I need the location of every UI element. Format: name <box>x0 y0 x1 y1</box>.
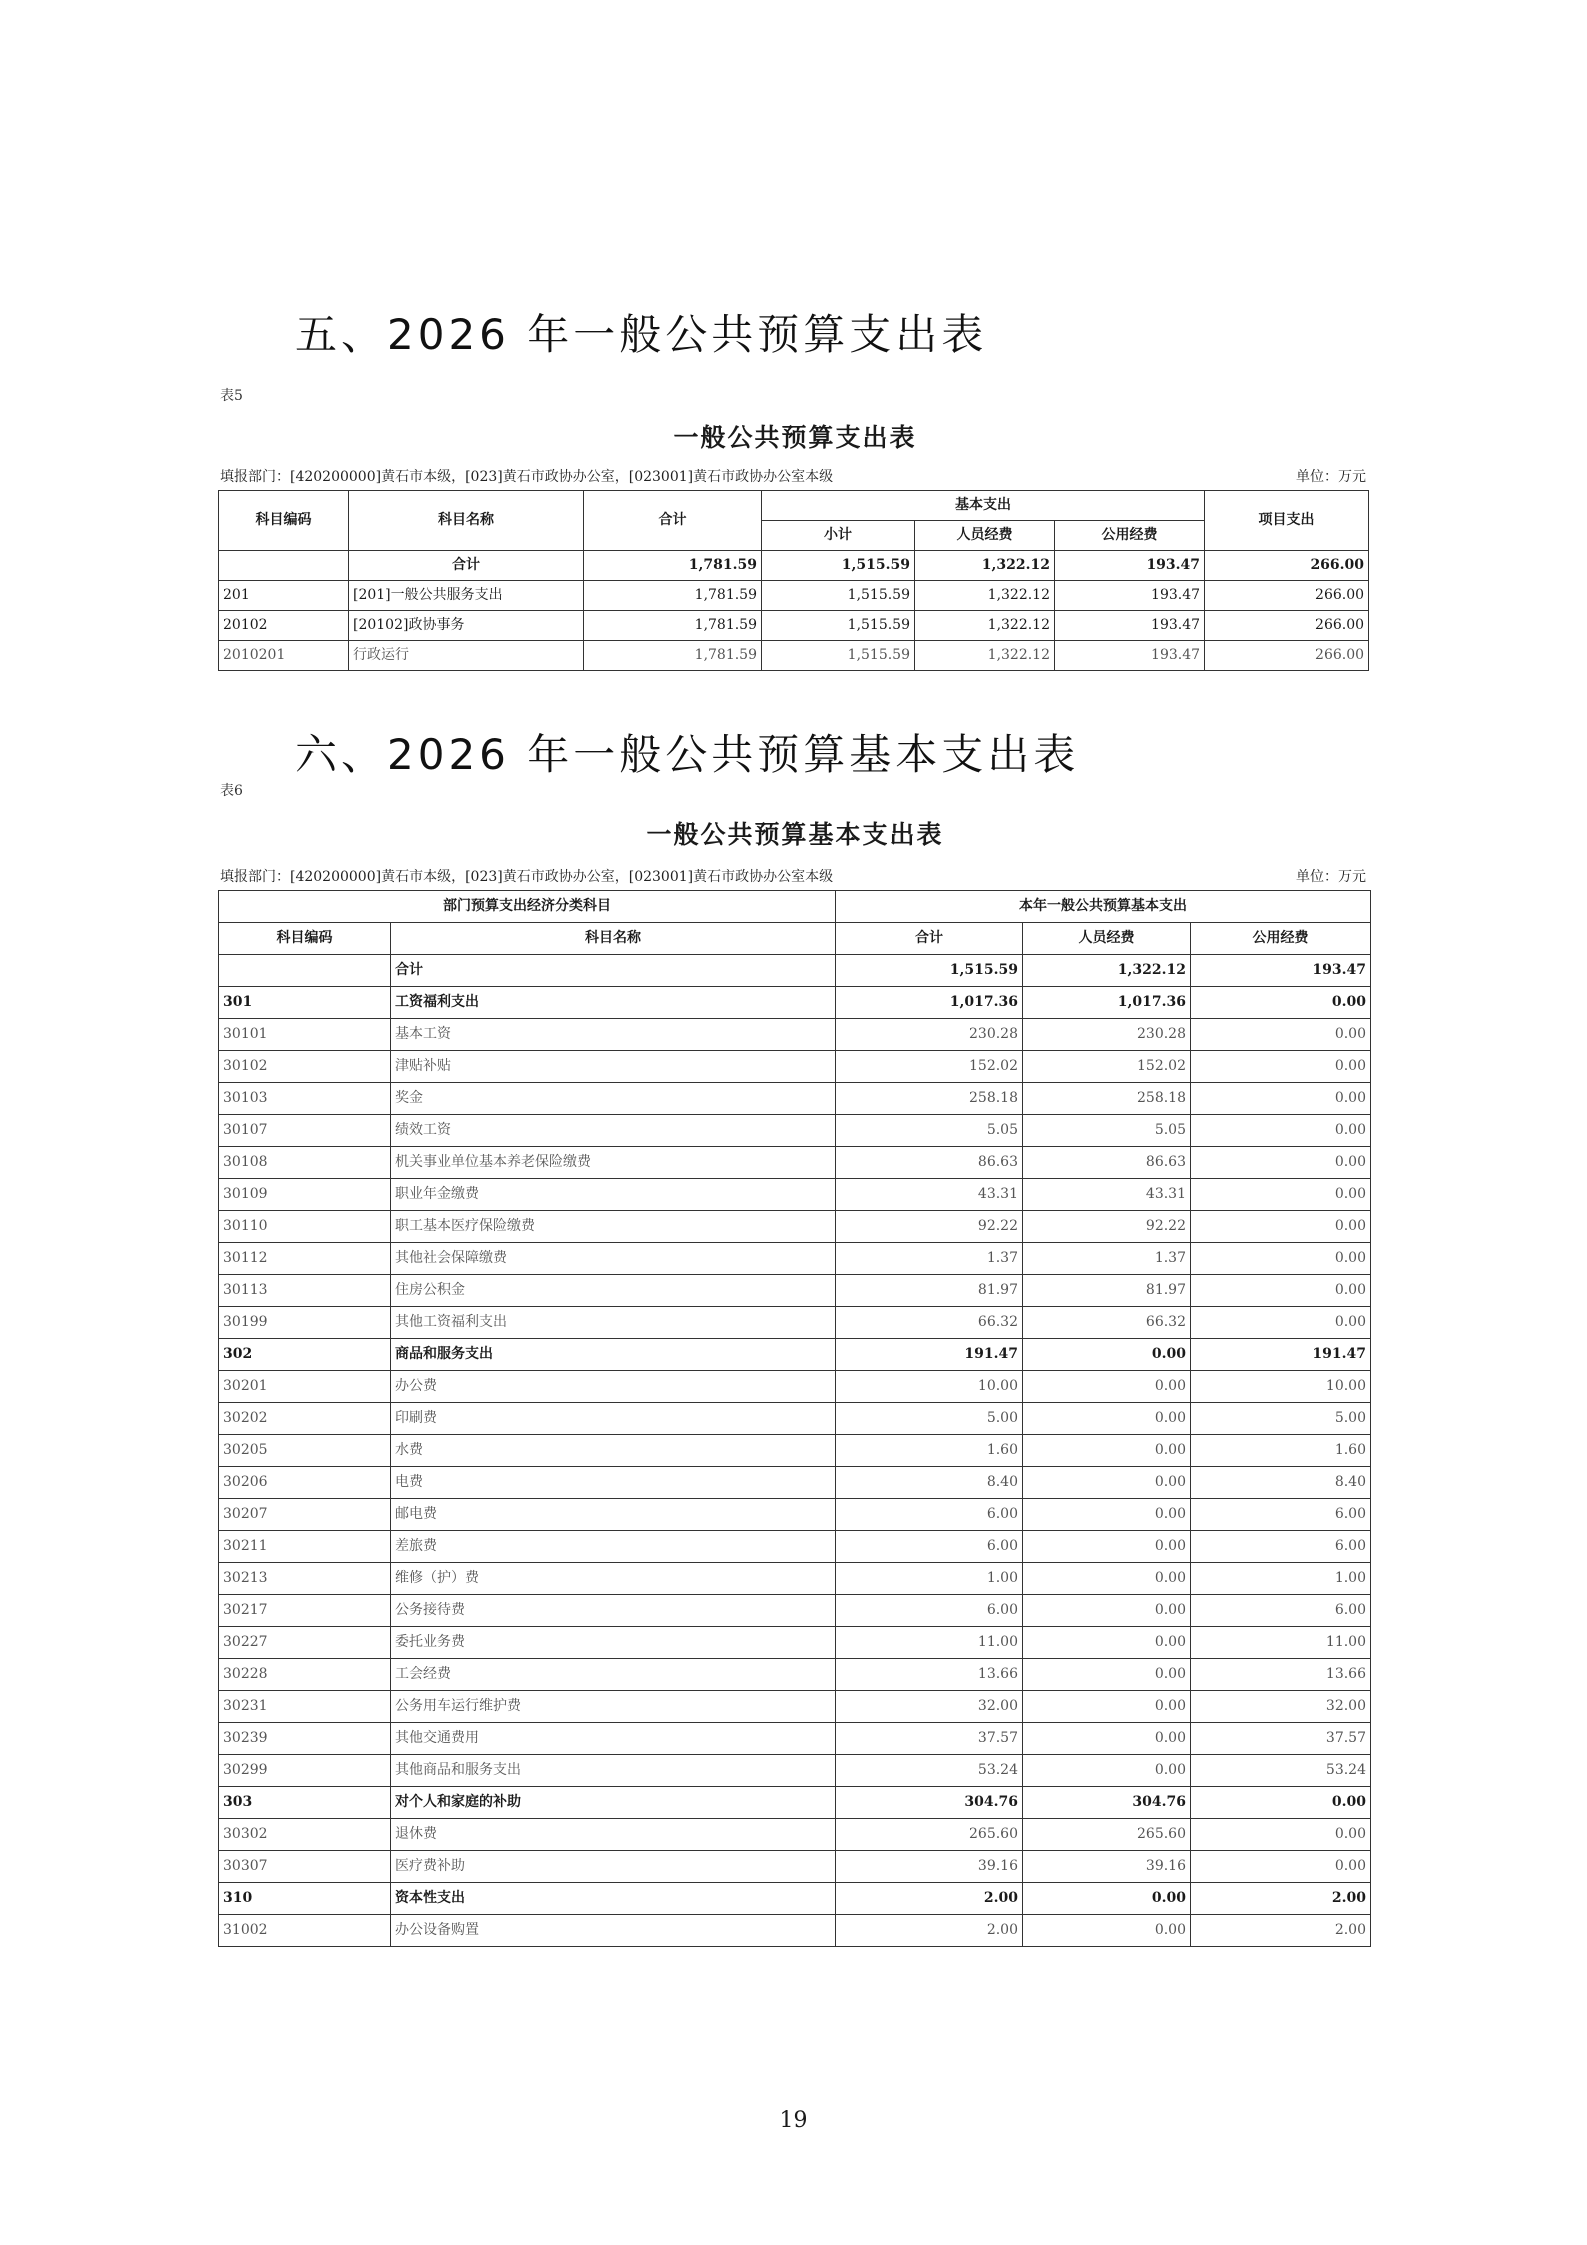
cell-total: 191.47 <box>836 1339 1023 1371</box>
table-row <box>219 1339 1371 1371</box>
table5-header-basic: 基本支出 <box>762 491 1205 521</box>
cell-code <box>219 551 349 581</box>
cell-subtotal: 1,515.59 <box>762 551 915 581</box>
table5-fill-dept: 填报部门：[420200000]黄石市本级，[023]黄石市政协办公室，[023001]黄石市政协办公室本级 <box>220 469 834 485</box>
table-row <box>219 1531 1371 1563</box>
cell-public: 1.00 <box>1191 1563 1371 1595</box>
cell-name: 奖金 <box>391 1083 836 1115</box>
cell-personnel: 5.05 <box>1023 1115 1191 1147</box>
table5 <box>218 490 1369 671</box>
table5-header-personnel: 人员经费 <box>915 521 1055 551</box>
cell-project: 266.00 <box>1205 611 1369 641</box>
cell-total: 1,781.59 <box>584 611 762 641</box>
cell-code: 30113 <box>219 1275 391 1307</box>
cell-name: 其他商品和服务支出 <box>391 1755 836 1787</box>
cell-code <box>219 955 391 987</box>
cell-personnel: 0.00 <box>1023 1563 1191 1595</box>
table-row <box>219 1595 1371 1627</box>
cell-personnel: 0.00 <box>1023 1339 1191 1371</box>
cell-public: 193.47 <box>1191 955 1371 987</box>
cell-public: 11.00 <box>1191 1627 1371 1659</box>
cell-public: 191.47 <box>1191 1339 1371 1371</box>
cell-personnel: 1,322.12 <box>1023 955 1191 987</box>
cell-total: 8.40 <box>836 1467 1023 1499</box>
cell-public: 37.57 <box>1191 1723 1371 1755</box>
cell-personnel: 0.00 <box>1023 1371 1191 1403</box>
cell-personnel: 39.16 <box>1023 1851 1191 1883</box>
cell-personnel: 1.37 <box>1023 1243 1191 1275</box>
cell-code: 30103 <box>219 1083 391 1115</box>
cell-total: 5.05 <box>836 1115 1023 1147</box>
cell-total: 92.22 <box>836 1211 1023 1243</box>
cell-code: 30228 <box>219 1659 391 1691</box>
table5-header-project: 项目支出 <box>1205 491 1369 551</box>
cell-personnel: 0.00 <box>1023 1595 1191 1627</box>
table6-fill-dept: 填报部门：[420200000]黄石市本级，[023]黄石市政协办公室，[023001]黄石市政协办公室本级 <box>220 869 834 885</box>
cell-public: 193.47 <box>1055 581 1205 611</box>
cell-public: 5.00 <box>1191 1403 1371 1435</box>
cell-code: 30302 <box>219 1819 391 1851</box>
cell-name: 退休费 <box>391 1819 836 1851</box>
cell-personnel: 152.02 <box>1023 1051 1191 1083</box>
cell-total: 152.02 <box>836 1051 1023 1083</box>
cell-name: 机关事业单位基本养老保险缴费 <box>391 1147 836 1179</box>
table-row <box>219 987 1371 1019</box>
cell-public: 0.00 <box>1191 1819 1371 1851</box>
cell-code: 30205 <box>219 1435 391 1467</box>
cell-total: 1.60 <box>836 1435 1023 1467</box>
table6-header-name: 科目名称 <box>391 923 836 955</box>
cell-personnel: 0.00 <box>1023 1723 1191 1755</box>
cell-code: 30101 <box>219 1019 391 1051</box>
cell-personnel: 0.00 <box>1023 1403 1191 1435</box>
cell-name: 差旅费 <box>391 1531 836 1563</box>
cell-total: 43.31 <box>836 1179 1023 1211</box>
cell-name: 基本工资 <box>391 1019 836 1051</box>
table-row <box>219 1851 1371 1883</box>
table-row <box>219 1787 1371 1819</box>
table-row <box>219 1499 1371 1531</box>
cell-name: 绩效工资 <box>391 1115 836 1147</box>
cell-personnel: 0.00 <box>1023 1755 1191 1787</box>
table-row <box>219 1691 1371 1723</box>
cell-code: 30206 <box>219 1467 391 1499</box>
cell-name: 行政运行 <box>349 641 584 671</box>
section6-heading: 六、2026 年一般公共预算基本支出表 <box>295 730 1080 779</box>
cell-public: 8.40 <box>1191 1467 1371 1499</box>
cell-public: 0.00 <box>1191 1051 1371 1083</box>
table-row <box>219 1243 1371 1275</box>
cell-public: 0.00 <box>1191 1307 1371 1339</box>
cell-total: 2.00 <box>836 1915 1023 1947</box>
cell-personnel: 0.00 <box>1023 1627 1191 1659</box>
cell-public: 0.00 <box>1191 1083 1371 1115</box>
table5-header-subtotal: 小计 <box>762 521 915 551</box>
cell-code: 201 <box>219 581 349 611</box>
cell-code: 30202 <box>219 1403 391 1435</box>
cell-total: 1,781.59 <box>584 551 762 581</box>
cell-name: 其他社会保障缴费 <box>391 1243 836 1275</box>
cell-personnel: 0.00 <box>1023 1499 1191 1531</box>
cell-personnel: 0.00 <box>1023 1659 1191 1691</box>
cell-personnel: 1,322.12 <box>915 581 1055 611</box>
cell-name: 公务用车运行维护费 <box>391 1691 836 1723</box>
cell-total: 6.00 <box>836 1531 1023 1563</box>
cell-public: 2.00 <box>1191 1915 1371 1947</box>
cell-total: 86.63 <box>836 1147 1023 1179</box>
cell-personnel: 1,017.36 <box>1023 987 1191 1019</box>
cell-public: 0.00 <box>1191 1243 1371 1275</box>
cell-personnel: 258.18 <box>1023 1083 1191 1115</box>
cell-total: 230.28 <box>836 1019 1023 1051</box>
cell-personnel: 0.00 <box>1023 1691 1191 1723</box>
cell-public: 193.47 <box>1055 551 1205 581</box>
table-row <box>219 1627 1371 1659</box>
cell-code: 2010201 <box>219 641 349 671</box>
cell-personnel: 1,322.12 <box>915 551 1055 581</box>
cell-name: 邮电费 <box>391 1499 836 1531</box>
cell-public: 193.47 <box>1055 611 1205 641</box>
cell-name: 其他交通费用 <box>391 1723 836 1755</box>
cell-total: 32.00 <box>836 1691 1023 1723</box>
table-row <box>219 581 1369 611</box>
cell-name: 维修（护）费 <box>391 1563 836 1595</box>
cell-code: 30112 <box>219 1243 391 1275</box>
table-row <box>219 1019 1371 1051</box>
table-row <box>219 1083 1371 1115</box>
cell-code: 30207 <box>219 1499 391 1531</box>
cell-personnel: 304.76 <box>1023 1787 1191 1819</box>
cell-name: 工会经费 <box>391 1659 836 1691</box>
table-row <box>219 551 1369 581</box>
table-row <box>219 1051 1371 1083</box>
cell-total: 81.97 <box>836 1275 1023 1307</box>
cell-code: 30307 <box>219 1851 391 1883</box>
cell-public: 0.00 <box>1191 1275 1371 1307</box>
table6-header-public: 公用经费 <box>1191 923 1371 955</box>
cell-total: 2.00 <box>836 1883 1023 1915</box>
cell-public: 0.00 <box>1191 1211 1371 1243</box>
cell-name: 合计 <box>349 551 584 581</box>
cell-name: 职工基本医疗保险缴费 <box>391 1211 836 1243</box>
cell-code: 30211 <box>219 1531 391 1563</box>
cell-public: 0.00 <box>1191 1147 1371 1179</box>
table6-header-group-left: 部门预算支出经济分类科目 <box>219 891 836 923</box>
table5-unit: 单位：万元 <box>1296 469 1366 485</box>
cell-name: 商品和服务支出 <box>391 1339 836 1371</box>
cell-code: 301 <box>219 987 391 1019</box>
table-row <box>219 1723 1371 1755</box>
cell-code: 303 <box>219 1787 391 1819</box>
table6-body <box>219 955 1371 1947</box>
table-row <box>219 1819 1371 1851</box>
section5-heading: 五、2026 年一般公共预算支出表 <box>295 310 988 359</box>
cell-total: 258.18 <box>836 1083 1023 1115</box>
cell-name: 其他工资福利支出 <box>391 1307 836 1339</box>
cell-name: 合计 <box>391 955 836 987</box>
cell-total: 1,515.59 <box>836 955 1023 987</box>
table5-header-code: 科目编码 <box>219 491 349 551</box>
cell-public: 0.00 <box>1191 1851 1371 1883</box>
table-row <box>219 1915 1371 1947</box>
cell-code: 30107 <box>219 1115 391 1147</box>
cell-name: 住房公积金 <box>391 1275 836 1307</box>
cell-name: 资本性支出 <box>391 1883 836 1915</box>
cell-code: 30108 <box>219 1147 391 1179</box>
cell-subtotal: 1,515.59 <box>762 641 915 671</box>
table-row <box>219 611 1369 641</box>
cell-name: 职业年金缴费 <box>391 1179 836 1211</box>
table-row <box>219 1371 1371 1403</box>
cell-public: 13.66 <box>1191 1659 1371 1691</box>
cell-public: 53.24 <box>1191 1755 1371 1787</box>
cell-total: 1,781.59 <box>584 641 762 671</box>
cell-code: 30299 <box>219 1755 391 1787</box>
cell-personnel: 0.00 <box>1023 1467 1191 1499</box>
cell-project: 266.00 <box>1205 551 1369 581</box>
cell-name: 水费 <box>391 1435 836 1467</box>
cell-total: 37.57 <box>836 1723 1023 1755</box>
cell-name: 公务接待费 <box>391 1595 836 1627</box>
cell-public: 6.00 <box>1191 1531 1371 1563</box>
table5-header-name: 科目名称 <box>349 491 584 551</box>
cell-name: 津贴补贴 <box>391 1051 836 1083</box>
cell-code: 30213 <box>219 1563 391 1595</box>
table5-header-public: 公用经费 <box>1055 521 1205 551</box>
cell-public: 6.00 <box>1191 1499 1371 1531</box>
table-row <box>219 1147 1371 1179</box>
cell-public: 0.00 <box>1191 1787 1371 1819</box>
cell-personnel: 81.97 <box>1023 1275 1191 1307</box>
cell-personnel: 265.60 <box>1023 1819 1191 1851</box>
cell-total: 13.66 <box>836 1659 1023 1691</box>
cell-personnel: 1,322.12 <box>915 641 1055 671</box>
table6-number: 表6 <box>220 783 243 799</box>
table6-title: 一般公共预算基本支出表 <box>646 820 944 849</box>
cell-personnel: 92.22 <box>1023 1211 1191 1243</box>
cell-total: 1.37 <box>836 1243 1023 1275</box>
cell-name: 医疗费补助 <box>391 1851 836 1883</box>
cell-public: 6.00 <box>1191 1595 1371 1627</box>
cell-name: 办公设备购置 <box>391 1915 836 1947</box>
table-row <box>219 1307 1371 1339</box>
table5-header-total: 合计 <box>584 491 762 551</box>
cell-name: [20102]政协事务 <box>349 611 584 641</box>
table-row <box>219 1115 1371 1147</box>
table-row <box>219 1403 1371 1435</box>
cell-name: 办公费 <box>391 1371 836 1403</box>
table-row <box>219 1179 1371 1211</box>
table6-unit: 单位：万元 <box>1296 869 1366 885</box>
cell-project: 266.00 <box>1205 641 1369 671</box>
cell-total: 265.60 <box>836 1819 1023 1851</box>
cell-name: 工资福利支出 <box>391 987 836 1019</box>
cell-public: 0.00 <box>1191 987 1371 1019</box>
cell-code: 310 <box>219 1883 391 1915</box>
table6 <box>218 890 1371 1947</box>
cell-personnel: 0.00 <box>1023 1915 1191 1947</box>
table-row <box>219 1883 1371 1915</box>
cell-total: 1,017.36 <box>836 987 1023 1019</box>
cell-name: 对个人和家庭的补助 <box>391 1787 836 1819</box>
cell-code: 20102 <box>219 611 349 641</box>
cell-code: 30110 <box>219 1211 391 1243</box>
cell-total: 304.76 <box>836 1787 1023 1819</box>
cell-total: 1,781.59 <box>584 581 762 611</box>
table-row <box>219 1659 1371 1691</box>
cell-code: 30102 <box>219 1051 391 1083</box>
cell-personnel: 86.63 <box>1023 1147 1191 1179</box>
cell-name: [201]一般公共服务支出 <box>349 581 584 611</box>
cell-name: 电费 <box>391 1467 836 1499</box>
cell-total: 66.32 <box>836 1307 1023 1339</box>
table-row <box>219 955 1371 987</box>
cell-total: 39.16 <box>836 1851 1023 1883</box>
cell-public: 32.00 <box>1191 1691 1371 1723</box>
cell-public: 1.60 <box>1191 1435 1371 1467</box>
cell-total: 1.00 <box>836 1563 1023 1595</box>
cell-project: 266.00 <box>1205 581 1369 611</box>
table-row <box>219 1755 1371 1787</box>
cell-total: 6.00 <box>836 1595 1023 1627</box>
cell-name: 印刷费 <box>391 1403 836 1435</box>
table-row <box>219 641 1369 671</box>
cell-public: 10.00 <box>1191 1371 1371 1403</box>
cell-code: 30227 <box>219 1627 391 1659</box>
cell-total: 11.00 <box>836 1627 1023 1659</box>
cell-personnel: 66.32 <box>1023 1307 1191 1339</box>
cell-public: 0.00 <box>1191 1019 1371 1051</box>
cell-personnel: 230.28 <box>1023 1019 1191 1051</box>
table-row <box>219 1563 1371 1595</box>
cell-subtotal: 1,515.59 <box>762 581 915 611</box>
page-number: 19 <box>779 2108 808 2133</box>
cell-public: 0.00 <box>1191 1179 1371 1211</box>
table6-header-total: 合计 <box>836 923 1023 955</box>
cell-code: 30217 <box>219 1595 391 1627</box>
cell-public: 0.00 <box>1191 1115 1371 1147</box>
cell-personnel: 0.00 <box>1023 1435 1191 1467</box>
cell-total: 53.24 <box>836 1755 1023 1787</box>
cell-code: 302 <box>219 1339 391 1371</box>
cell-code: 30201 <box>219 1371 391 1403</box>
table-row <box>219 1435 1371 1467</box>
cell-personnel: 0.00 <box>1023 1883 1191 1915</box>
cell-subtotal: 1,515.59 <box>762 611 915 641</box>
cell-total: 5.00 <box>836 1403 1023 1435</box>
cell-code: 31002 <box>219 1915 391 1947</box>
table5-title: 一般公共预算支出表 <box>673 423 917 452</box>
cell-personnel: 43.31 <box>1023 1179 1191 1211</box>
cell-total: 6.00 <box>836 1499 1023 1531</box>
cell-code: 30199 <box>219 1307 391 1339</box>
cell-public: 2.00 <box>1191 1883 1371 1915</box>
table-row <box>219 1467 1371 1499</box>
cell-code: 30239 <box>219 1723 391 1755</box>
cell-code: 30109 <box>219 1179 391 1211</box>
cell-public: 193.47 <box>1055 641 1205 671</box>
cell-total: 10.00 <box>836 1371 1023 1403</box>
cell-name: 委托业务费 <box>391 1627 836 1659</box>
table6-header-code: 科目编码 <box>219 923 391 955</box>
cell-personnel: 0.00 <box>1023 1531 1191 1563</box>
table-row <box>219 1211 1371 1243</box>
cell-code: 30231 <box>219 1691 391 1723</box>
cell-personnel: 1,322.12 <box>915 611 1055 641</box>
table6-header-personnel: 人员经费 <box>1023 923 1191 955</box>
table6-header-group-right: 本年一般公共预算基本支出 <box>836 891 1371 923</box>
table5-number: 表5 <box>220 388 243 404</box>
table-row <box>219 1275 1371 1307</box>
